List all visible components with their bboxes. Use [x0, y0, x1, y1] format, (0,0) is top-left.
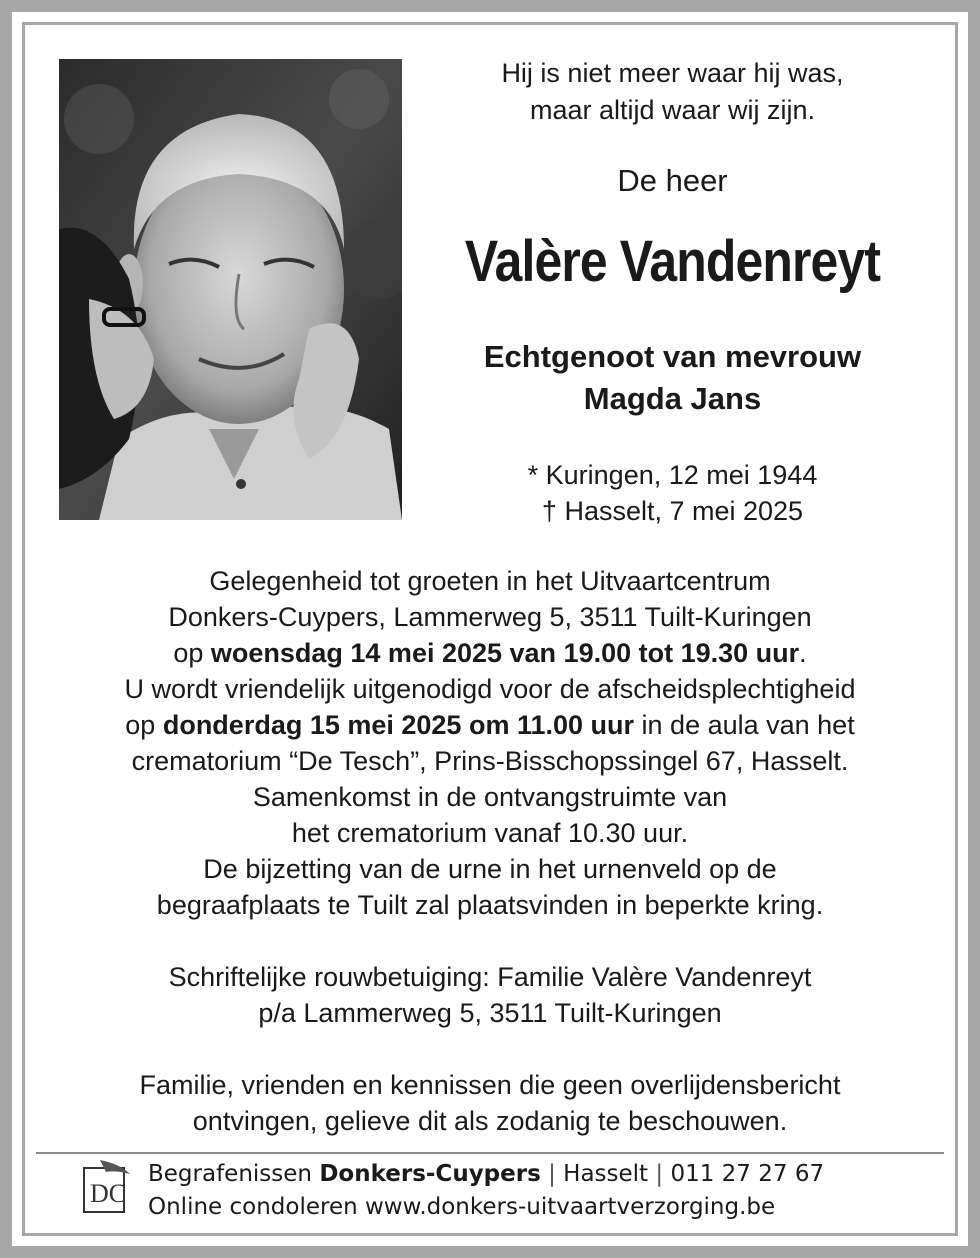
spouse-line: Echtgenoot van mevrouw	[483, 339, 862, 374]
body-line: Gelegenheid tot groeten in het Uitvaartcentrum	[209, 566, 771, 596]
notice-line: ontvingen, gelieve dit als zodanig te beschouwen.	[192, 1106, 788, 1136]
body-line: Donkers-Cuypers, Lammerweg 5, 3511 Tuilt-Kuringen	[168, 602, 812, 632]
spouse-info	[420, 336, 925, 420]
spouse-name: Magda Jans	[583, 381, 762, 416]
death-date: † Hasselt, 7 mei 2025	[541, 496, 804, 526]
company-line: Begrafenissen Donkers-Cuypers | Hasselt | 011 27 27 67	[148, 1161, 825, 1187]
company-name: Donkers-Cuypers	[319, 1161, 541, 1187]
ceremony-time: donderdag 15 mei 2025 om 11.00 uur	[162, 710, 635, 740]
body-line: De bijzetting van de urne in het urnenveld op de	[203, 854, 777, 884]
body-line: U wordt vriendelijk uitgenodigd voor de afscheidsplechtigheid	[124, 674, 856, 704]
online-condolence-link[interactable]: Online condoleren www.donkers-uitvaartverzorging.be	[148, 1194, 776, 1220]
footer-text	[148, 1158, 824, 1224]
condolence-line: Schriftelijke rouwbetuiging: Familie Valère Vandenreyt	[168, 962, 812, 992]
verse	[420, 55, 925, 129]
body-line: het crematorium vanaf 10.30 uur.	[291, 818, 689, 848]
logo-text: DC	[90, 1179, 127, 1208]
birth-date: * Kuringen, 12 mei 1944	[527, 460, 818, 490]
footer	[80, 1158, 900, 1228]
deceased-name: Valère Vandenreyt	[464, 229, 881, 294]
notice-line: Familie, vrienden en kennissen die geen overlijdensbericht	[139, 1070, 841, 1100]
body-line: Samenkomst in de ontvangstruimte van	[252, 782, 728, 812]
visitation-time: woensdag 14 mei 2025 van 19.00 tot 19.30 uur	[210, 638, 800, 668]
body-line: begraafplaats te Tuilt zal plaatsvinden in beperkte kring.	[156, 890, 824, 920]
honorific: De heer	[617, 163, 728, 198]
company-city: Hasselt	[563, 1161, 649, 1187]
portrait-photo	[59, 59, 402, 520]
body-line: op woensdag 14 mei 2025 van 19.00 tot 19.30 uur.	[173, 638, 807, 668]
ceremony-details	[40, 563, 940, 1139]
body-line: op donderdag 15 mei 2025 om 11.00 uur in de aula van het	[125, 710, 855, 740]
condolence-address: p/a Lammerweg 5, 3511 Tuilt-Kuringen	[258, 998, 722, 1028]
life-dates	[420, 457, 925, 529]
company-phone: 011 27 27 67	[670, 1161, 825, 1187]
footer-divider	[36, 1152, 944, 1154]
funeral-home-logo-icon	[80, 1158, 134, 1216]
verse-line: Hij is niet meer waar hij was,	[501, 58, 844, 88]
verse-line: maar altijd waar wij zijn.	[529, 95, 816, 125]
body-line: crematorium “De Tesch”, Prins-Bisschopssingel 67, Hasselt.	[131, 746, 849, 776]
